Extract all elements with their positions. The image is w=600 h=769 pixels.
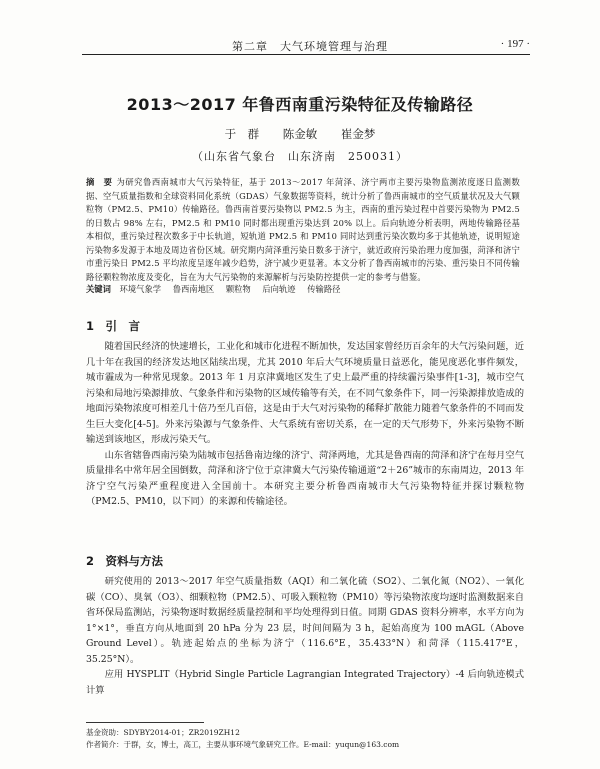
section-heading-introduction: 1 引 言	[86, 319, 141, 333]
abstract-text: 为研究鲁西南城市大气污染特征，基于 2013～2017 年菏泽、济宁两市主要污染物监测浓度逐日监测数据、空气质量指数和全球资料同化系统（GDAS）气象数据等资料，统计分析了鲁西南城市的空气质量状况及大气颗粒物（PM2.5、PM10）传输路径。鲁西南首要污染物以 PM2.5 为主，西南的重污染过程中首要污染物为 PM2.5 的日数占 98% 左右，PM2.5 和 PM10 同时都出现重污染达到 20% 以上。后向轨迹分析表明，两地传输路径基本相似，重污染过程次数多于中长轨道，短轨道 PM2.5 和 PM10 同时达到重污染次数均多于其他轨迹，说明短途污染物多发源于本地及周边省份区域。研究期内菏泽重污染日数多于济宁，就近政府污染治理力度加强，菏泽和济宁市重污染日 PM2.5 平均浓度呈逐年减少趋势，济宁减少更显著。本文分析了鲁西南城市的污染、重污染日不同传输路径颗粒物浓度及变化，旨在为大气污染物的来源解析与污染防控提供一定的参考与借鉴。	[86, 177, 520, 282]
abstract	[86, 176, 520, 284]
paragraph: 山东省辖鲁西南污染为陆城市包括鲁南边缘的济宁、菏泽两地，尤其是鲁西南的菏泽和济宁在每月空气质量排名中常年居全国倒数，菏泽和济宁位于京津冀大气污染传输通道“2＋26”城市的东南周边，2013 年济宁空气污染严重程度进入全国前十。本研究主要分析鲁西南城市大气污染物特征并探讨颗粒物（PM2.5、PM10，以下同）的来源和传输途径。	[86, 449, 524, 507]
section-body-data-methods	[86, 574, 524, 698]
abstract-label: 摘 要	[86, 177, 113, 187]
running-head	[82, 38, 530, 55]
chapter-title: 第二章 大气环境管理与治理	[232, 40, 388, 53]
keywords	[86, 283, 520, 295]
section-heading-data-methods: 2 资料与方法	[86, 554, 164, 568]
footnote-divider	[86, 722, 204, 723]
section-body-introduction	[86, 339, 524, 510]
keyword: 环境气象学	[119, 284, 162, 294]
author: 陈金敏	[282, 127, 318, 141]
paper-title: 2013～2017 年鲁西南重污染特征及传输路径	[126, 95, 474, 114]
paragraph: 应用 HYSPLIT（Hybrid Single Particle Lagrangian Integrated Trajectory）-4 后向轨迹模式计算	[86, 669, 524, 696]
paragraph: 随着国民经济的快速增长，工业化和城市化进程不断加快，发达国家曾经历百余年的大气污染问题，近几十年在我国的经济发达地区陆续出现，尤其 2010 年后大气环境质量日益恶化，能见度恶化事件频发，城市霾成为一种常见现象。2013 年 1 月京津冀地区发生了史上最严重的持续霾污染事件[1-3]，城市空气污染和局地污染源排放、气象条件和污染物的区域传输等有关，在不同气象条件下，同一污染源排放造成的地面污染物浓度可相差几十倍乃至几百倍，这是由于大气对污染物的稀释扩散能力随着气象条件的不同而发生巨大变化[4-5]。外来污染源与气象条件、大气系统有密切关系，在一定的天气形势下，外来污染物不断输送到该地区，形成污染天气。	[86, 341, 524, 445]
author: 于 群	[224, 127, 260, 141]
keyword: 颗粒物	[225, 284, 251, 294]
page-number: · 197 ·	[500, 38, 530, 50]
keywords-label: 关键词	[86, 284, 111, 294]
keyword: 传输路径	[307, 284, 341, 294]
author: 崔金梦	[340, 127, 376, 141]
keyword: 鲁西南地区	[172, 284, 215, 294]
paragraph: 研究使用的 2013～2017 年空气质量指数（AQI）和二氧化硫（SO2）、二氧化氮（NO2）、一氧化碳（CO）、臭氧（O3）、细颗粒物（PM2.5）、可吸入颗粒物（PM10）等污染物浓度均逐时监测数据来自省环保局监测站，污染物逐时数据经质量控制和平均处理得到日值。同期 GDAS 资料分辨率，水平方向为 1°×1°，垂直方向从地面到 20 hPa 分为 23 层，时间间隔为 3 h，起始高度为 100 mAGL（Above Ground Level）。轨迹起始点的坐标为济宁（116.6°E，35.433°N）和菏泽（115.417°E，35.25°N）。	[86, 576, 524, 665]
keyword: 后向轨迹	[262, 284, 296, 294]
affiliation: （山东省气象台 山东济南 250031）	[192, 150, 408, 163]
footnote-author-bio: 作者简介：于群，女，博士，高工，主要从事环境气象研究工作。E-mail：yuqun@163.com	[86, 740, 400, 749]
author-list	[0, 126, 600, 142]
footnote-funding: 基金资助：SDYBY2014-01；ZR2019ZH12	[86, 728, 240, 737]
